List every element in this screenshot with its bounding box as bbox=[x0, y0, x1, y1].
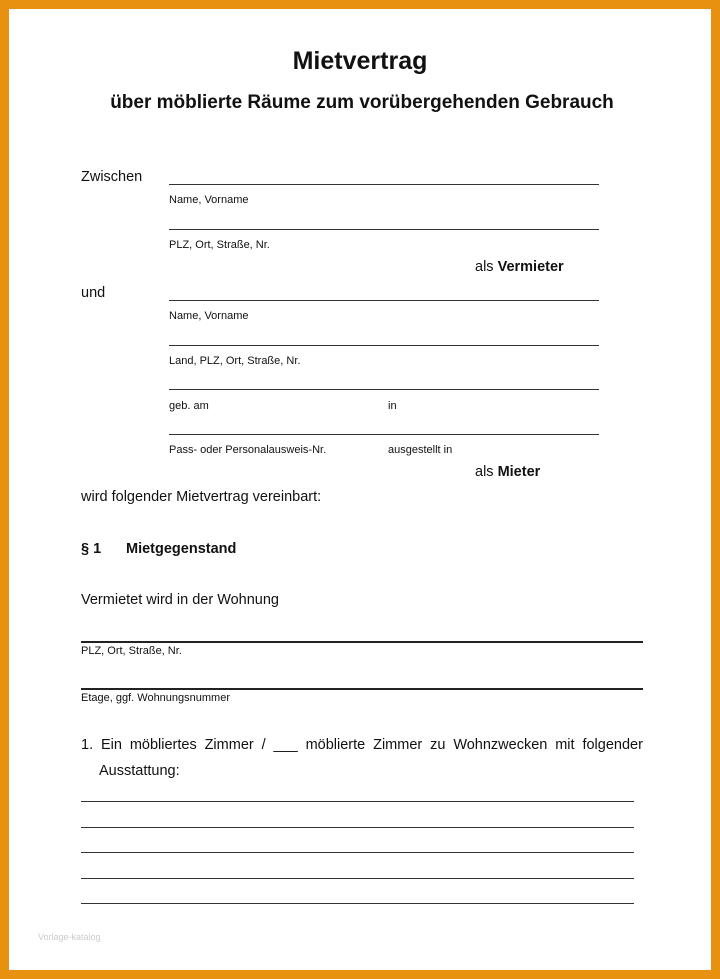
item1-word: Ein bbox=[100, 737, 122, 753]
tenant-id-caption: Pass- oder Personalausweis-Nr. bbox=[169, 444, 327, 456]
section1-intro: Vermietet wird in der Wohnung bbox=[81, 592, 280, 608]
tenant-birth-caption: geb. am bbox=[169, 400, 209, 412]
document-title: Mietvertrag bbox=[292, 47, 428, 75]
between-label: Zwischen bbox=[81, 169, 143, 185]
and-label: und bbox=[81, 285, 106, 301]
item1-word: folgender bbox=[582, 737, 643, 753]
item1-word: / bbox=[261, 737, 266, 753]
landlord-name-line[interactable] bbox=[169, 184, 599, 185]
landlord-role-name: Vermieter bbox=[497, 259, 564, 275]
tenant-role bbox=[475, 464, 540, 480]
tenant-name-caption: Name, Vorname bbox=[169, 310, 249, 322]
item1-word: Zimmer bbox=[204, 737, 254, 753]
item1-continuation: Ausstattung: bbox=[99, 763, 180, 779]
landlord-role bbox=[475, 259, 564, 275]
equipment-line-3[interactable] bbox=[81, 852, 634, 853]
item1-word: Zimmer bbox=[373, 737, 423, 753]
item1-word: möblierte bbox=[305, 737, 366, 753]
item1-word: zu bbox=[430, 737, 446, 753]
equipment-line-5[interactable] bbox=[81, 903, 634, 904]
tenant-address-caption: Land, PLZ, Ort, Straße, Nr. bbox=[169, 355, 301, 367]
section1-heading: Mietgegenstand bbox=[126, 541, 237, 557]
item1-text bbox=[81, 737, 643, 753]
item1-word: möbliertes bbox=[129, 737, 197, 753]
document-page bbox=[9, 9, 711, 970]
landlord-address-line[interactable] bbox=[169, 229, 599, 230]
item1-count-blank[interactable]: ___ bbox=[273, 737, 298, 753]
tenant-birthplace-caption: in bbox=[388, 400, 397, 412]
floor-number-caption: Etage, ggf. Wohnungsnummer bbox=[81, 692, 230, 704]
tenant-name-line[interactable] bbox=[169, 300, 599, 301]
item1-word: Wohnzwecken bbox=[453, 737, 548, 753]
item1-word: mit bbox=[555, 737, 575, 753]
landlord-name-caption: Name, Vorname bbox=[169, 194, 249, 206]
tenant-id-line[interactable] bbox=[169, 434, 599, 435]
apartment-address-line[interactable] bbox=[81, 641, 643, 643]
tenant-role-name: Mieter bbox=[497, 464, 541, 480]
equipment-line-2[interactable] bbox=[81, 827, 634, 828]
agreement-text: wird folgender Mietvertrag vereinbart: bbox=[81, 489, 322, 505]
item1-word: 1. bbox=[81, 737, 94, 753]
equipment-line-4[interactable] bbox=[81, 878, 634, 879]
document-subtitle: über möblierte Räume zum vorübergehenden Gebrauch bbox=[110, 92, 614, 113]
equipment-line-1[interactable] bbox=[81, 801, 634, 802]
tenant-birth-line[interactable] bbox=[169, 389, 599, 390]
tenant-role-prefix: als bbox=[475, 464, 494, 480]
landlord-role-prefix: als bbox=[475, 259, 494, 275]
tenant-address-line[interactable] bbox=[169, 345, 599, 346]
landlord-address-caption: PLZ, Ort, Straße, Nr. bbox=[169, 239, 270, 251]
apartment-address-caption: PLZ, Ort, Straße, Nr. bbox=[81, 645, 182, 657]
watermark: Vorlage-katalog bbox=[38, 932, 101, 942]
floor-number-line[interactable] bbox=[81, 688, 643, 690]
section1-number: § 1 bbox=[81, 541, 102, 557]
tenant-id-issued-caption: ausgestellt in bbox=[388, 444, 453, 456]
